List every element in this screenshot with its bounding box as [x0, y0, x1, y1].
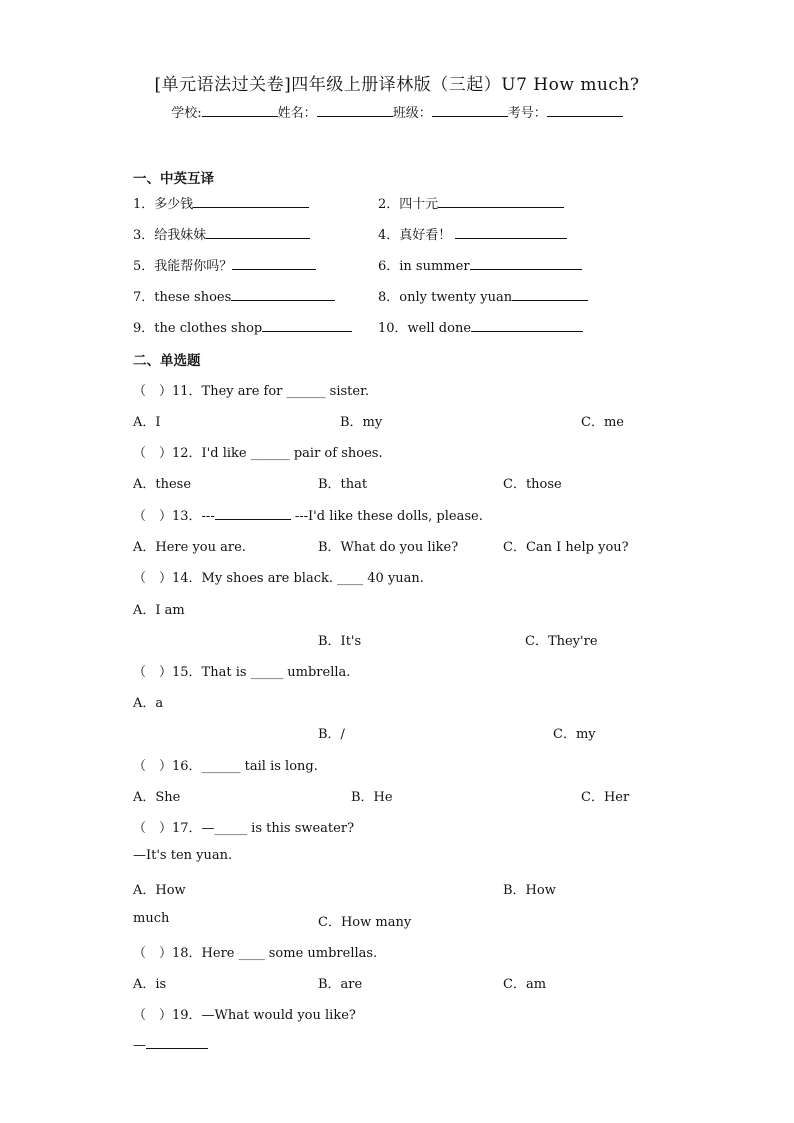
q15-option-a[interactable]: A．a [133, 696, 164, 711]
question-13-stem: （ ）13．--- ---I'd like these dolls, please. [133, 509, 483, 524]
section-heading-translation: 一、中英互译 [133, 171, 214, 187]
answer-blank[interactable] [438, 195, 564, 208]
question-12-stem: （ ）12．I'd like ______ pair of shoes. [133, 446, 383, 461]
answer-blank[interactable] [215, 507, 291, 520]
translation-item-1: 1．多少钱 [133, 193, 309, 212]
question-15-stem: （ ）15．That is _____ umbrella. [133, 665, 351, 680]
translation-item-10: 10．well done [378, 317, 583, 336]
q17-option-c[interactable]: C．How many [318, 915, 412, 930]
question-19-reply: — [133, 1036, 208, 1053]
q18-option-c[interactable]: C．am [503, 977, 547, 992]
translation-item-7: 7．these shoes [133, 286, 335, 305]
school-label: 学校: [171, 106, 202, 121]
name-label: 姓名： [277, 106, 317, 121]
q16-option-b[interactable]: B．He [351, 790, 393, 805]
answer-blank[interactable] [262, 319, 352, 332]
translation-item-5: 5．我能帮你吗？ [133, 255, 316, 274]
q13-option-c[interactable]: C．Can I help you? [503, 540, 629, 555]
answer-blank[interactable] [455, 226, 567, 239]
name-blank[interactable] [317, 104, 393, 117]
question-14-stem: （ ）14．My shoes are black. ____ 40 yuan. [133, 571, 424, 586]
exam-number-blank[interactable] [547, 104, 623, 117]
translation-item-9: 9．the clothes shop [133, 317, 352, 336]
q11-option-a[interactable]: A．I [133, 415, 161, 430]
class-blank[interactable] [432, 104, 508, 117]
q17-option-b[interactable]: B．How [503, 883, 556, 898]
question-16-stem: （ ）16．______ tail is long. [133, 759, 318, 774]
answer-blank[interactable] [512, 288, 588, 301]
translation-item-3: 3．给我妹妹 [133, 224, 310, 243]
question-18-stem: （ ）18．Here ____ some umbrellas. [133, 946, 378, 961]
q17-option-a[interactable]: A．How [133, 883, 186, 898]
answer-blank[interactable] [232, 257, 316, 270]
answer-blank[interactable] [471, 319, 583, 332]
q11-option-b[interactable]: B．my [340, 415, 383, 430]
q13-option-a[interactable]: A．Here you are. [133, 540, 246, 555]
translation-item-8: 8．only twenty yuan [378, 286, 588, 305]
question-11-stem: （ ）11．They are for ______ sister. [133, 384, 369, 399]
q13-option-b[interactable]: B．What do you like? [318, 540, 459, 555]
q16-option-c[interactable]: C．Her [581, 790, 630, 805]
school-blank[interactable] [202, 104, 278, 117]
answer-blank[interactable] [146, 1036, 208, 1049]
question-17-stem: （ ）17．—_____ is this sweater? [133, 821, 355, 836]
answer-blank[interactable] [206, 226, 310, 239]
page-title: [单元语法过关卷]四年级上册译林版（三起）U7 How much? [154, 75, 640, 95]
q16-option-a[interactable]: A．She [133, 790, 181, 805]
q12-option-c[interactable]: C．those [503, 477, 562, 492]
q14-option-c[interactable]: C．They're [525, 634, 598, 649]
question-17-reply: —It's ten yuan. [133, 848, 233, 863]
class-label: 班级： [392, 106, 432, 121]
q12-option-a[interactable]: A．these [133, 477, 192, 492]
q12-option-b[interactable]: B．that [318, 477, 368, 492]
student-info-line [0, 102, 794, 121]
q14-option-a[interactable]: A．I am [133, 603, 185, 618]
q14-option-b[interactable]: B．It's [318, 634, 362, 649]
q11-option-c[interactable]: C．me [581, 415, 624, 430]
translation-item-4: 4．真好看！ [378, 224, 567, 243]
q17-option-b-continued: much [133, 911, 170, 926]
q18-option-a[interactable]: A．is [133, 977, 167, 992]
translation-item-2: 2．四十元 [378, 193, 564, 212]
question-19-stem: （ ）19．—What would you like? [133, 1008, 356, 1023]
section-heading-multiple-choice: 二、单选题 [133, 353, 201, 369]
q15-option-c[interactable]: C．my [553, 727, 596, 742]
translation-item-6: 6．in summer [378, 255, 582, 274]
answer-blank[interactable] [470, 257, 582, 270]
exam-number-label: 考号： [507, 106, 547, 121]
q18-option-b[interactable]: B．are [318, 977, 363, 992]
answer-blank[interactable] [231, 288, 335, 301]
q15-option-b[interactable]: B．/ [318, 727, 345, 742]
answer-blank[interactable] [193, 195, 309, 208]
